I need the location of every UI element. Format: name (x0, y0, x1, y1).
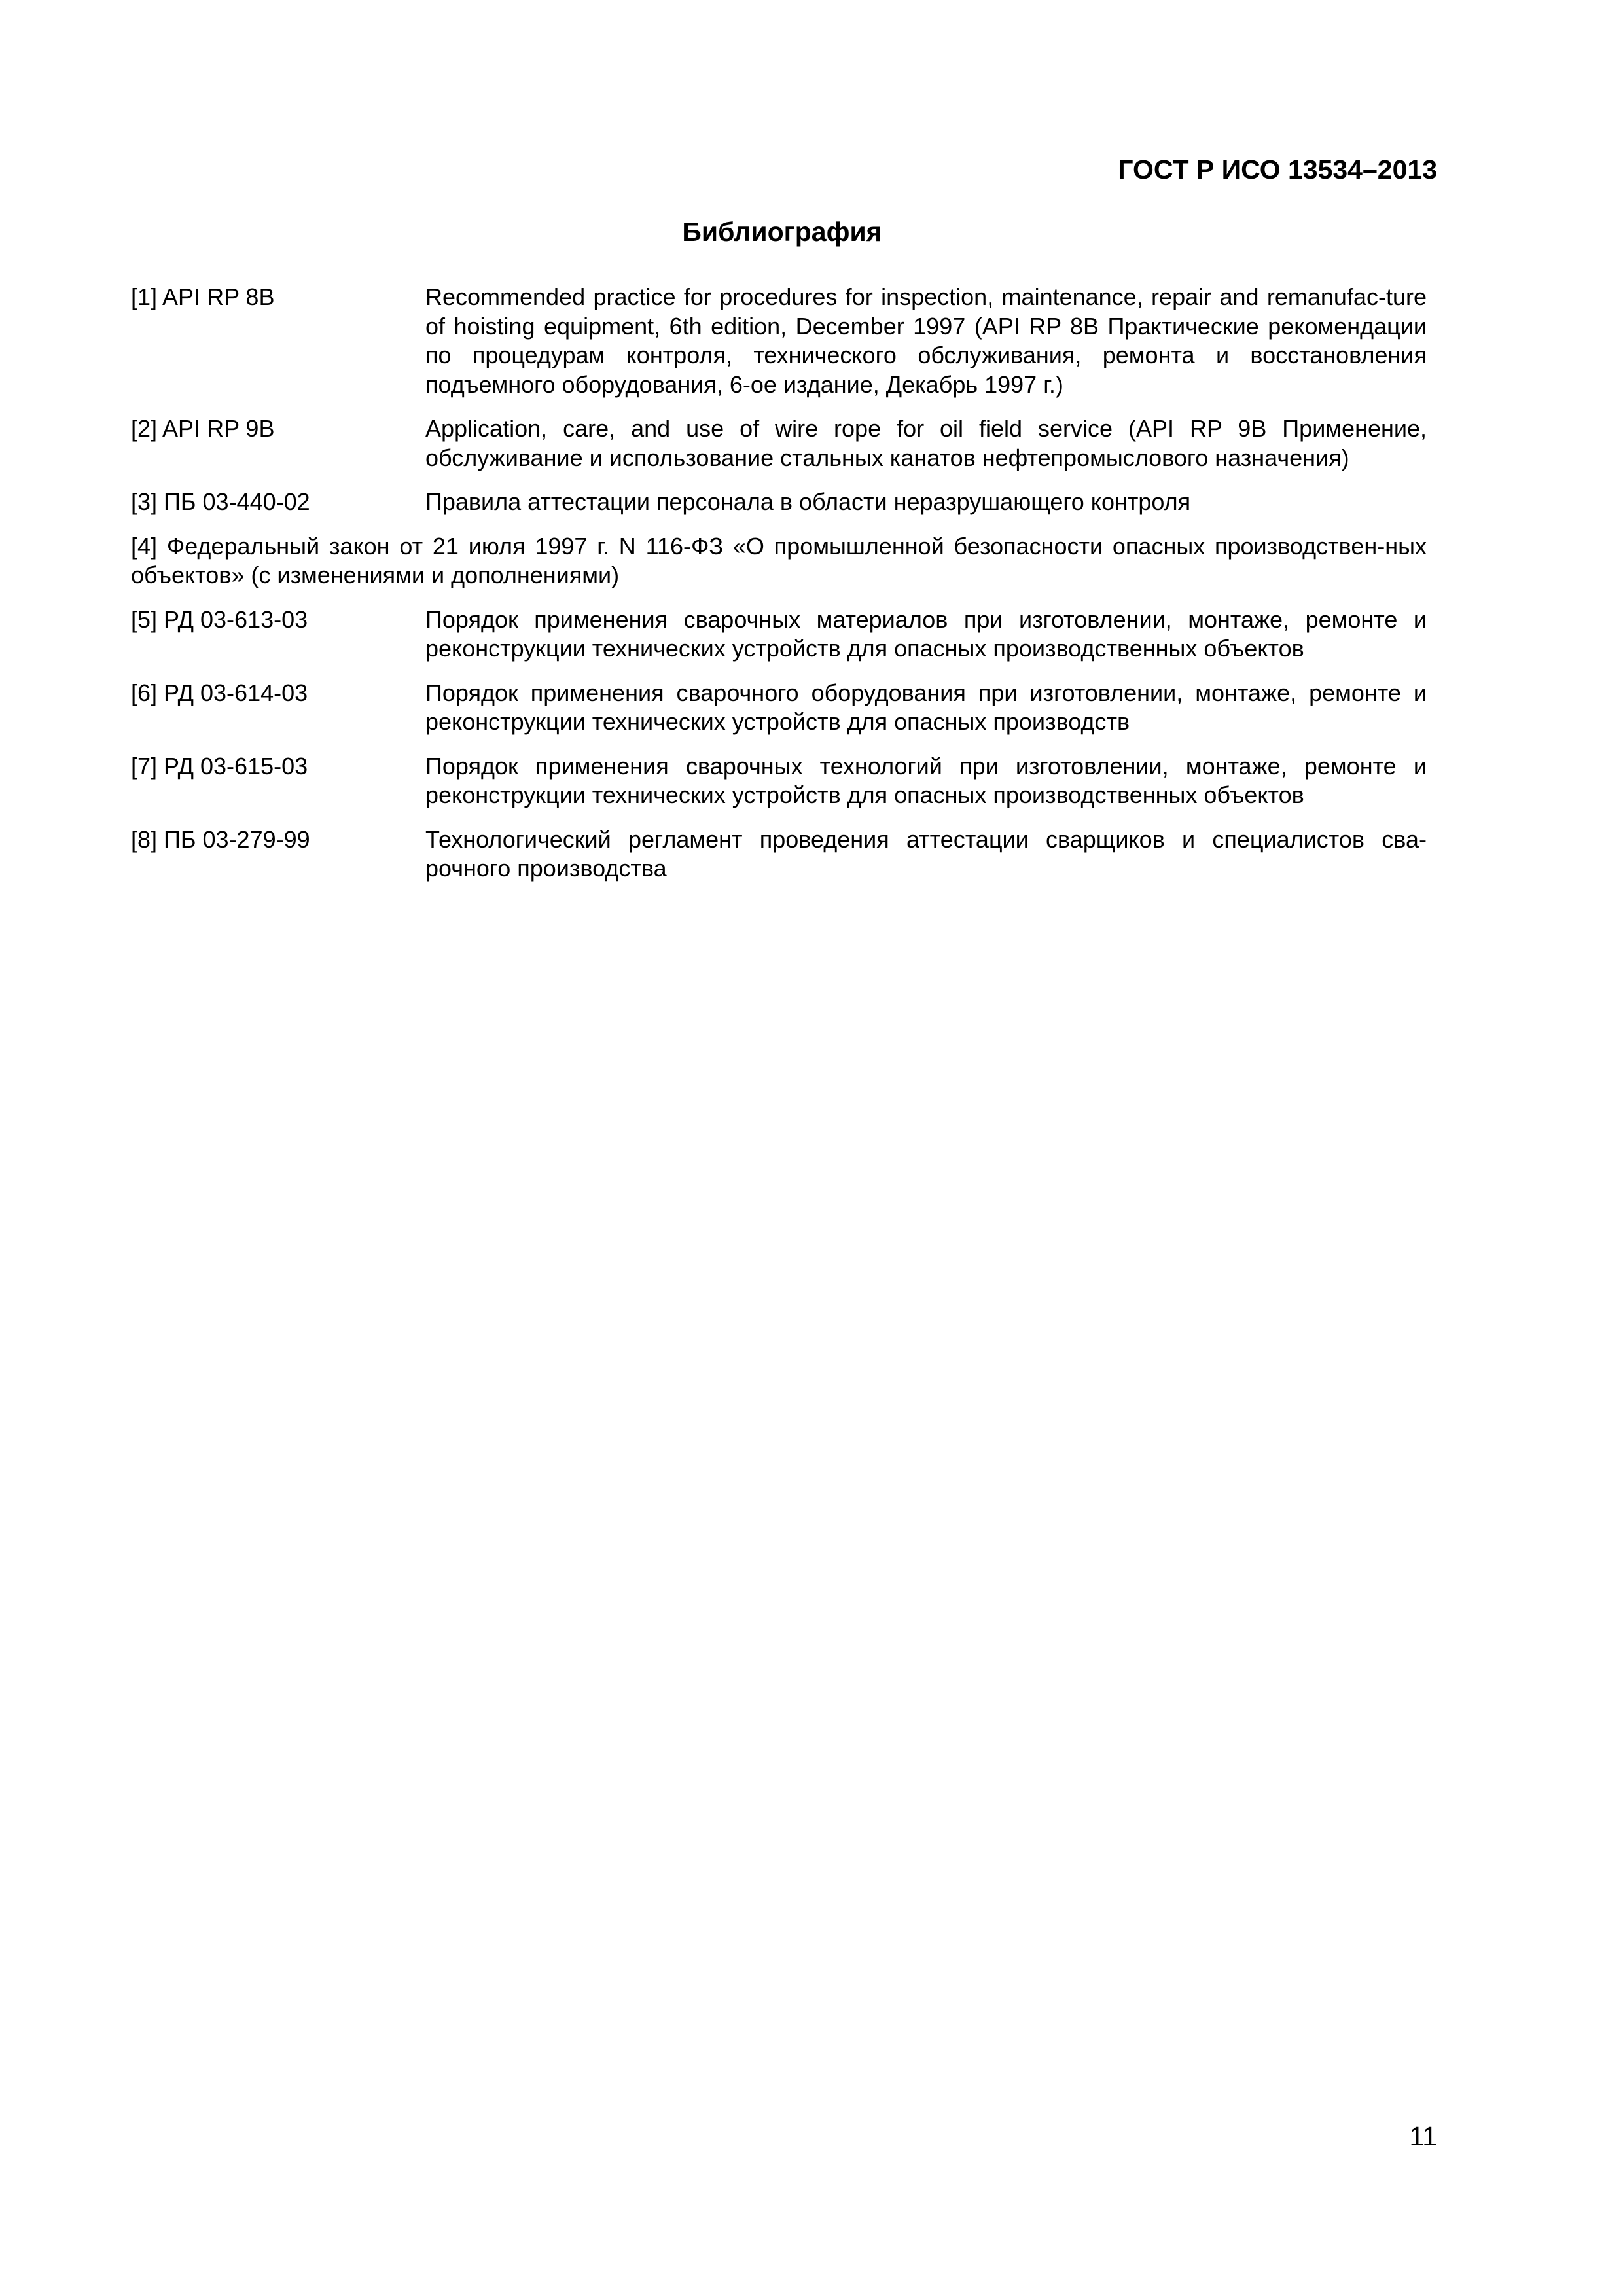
bibliography-text: Порядок применения сварочного оборудования при изготовлении, монтаже, ремонте и реконструкции технических устройств для опасных производств (425, 679, 1427, 735)
bibliography-entry-2 (131, 414, 1427, 473)
bibliography-entry-3 (131, 488, 1427, 517)
bibliography-text: Правила аттестации персонала в области неразрушающего контроля (425, 488, 1191, 515)
bibliography-ref: [5] РД 03-613-03 (131, 605, 308, 633)
bibliography-entry-7 (131, 752, 1427, 810)
bibliography-entry-5 (131, 605, 1427, 664)
bibliography-text: Порядок применения сварочных материалов при изготовлении, монтаже, ремонте и реконструкции технических устройств для опасных производственных объектов (425, 605, 1427, 662)
bibliography-entry-1 (131, 283, 1427, 399)
bibliography-ref: [3] ПБ 03-440-02 (131, 488, 310, 515)
bibliography-ref: [7] РД 03-615-03 (131, 752, 308, 780)
bibliography-ref: [8] ПБ 03-279-99 (131, 825, 310, 853)
bibliography-ref: [6] РД 03-614-03 (131, 679, 308, 706)
bibliography-list (131, 283, 1427, 899)
bibliography-text: Технологический регламент проведения аттестации сварщиков и специалистов сва-рочного производства (425, 825, 1427, 882)
bibliography-text: Application, care, and use of wire rope for oil field service (API RP 9B Применение, обслуживание и использование стальных канатов нефтепромыслового назначения) (425, 415, 1427, 471)
bibliography-text: Recommended practice for procedures for inspection, maintenance, repair and remanufac-ture of hoisting equipment, 6th edition, December 1997 (API RP 8B Практические рекомендации по процедурам контроля, технического обслуживания, ремонта и восстановления подъемного оборудования, 6-ое издание, Декабрь 1997 г.) (425, 283, 1427, 398)
bibliography-entry-4: [4] Федеральный закон от 21 июля 1997 г. N 116-ФЗ «О промышленной безопасности опасных производствен-ных объектов» (с изменениями и дополнениями) (131, 532, 1427, 588)
page-title: Библиография (682, 217, 882, 247)
bibliography-entry-6 (131, 679, 1427, 737)
page-number: 11 (1409, 2121, 1437, 2151)
bibliography-ref: [1] API RP 8B (131, 283, 275, 310)
bibliography-ref: [2] API RP 9B (131, 415, 275, 442)
bibliography-text: Порядок применения сварочных технологий при изготовлении, монтаже, ремонте и реконструкции технических устройств для опасных производственных объектов (425, 752, 1427, 808)
document-standard-code: ГОСТ Р ИСО 13534–2013 (1118, 154, 1437, 185)
bibliography-entry-8 (131, 825, 1427, 884)
